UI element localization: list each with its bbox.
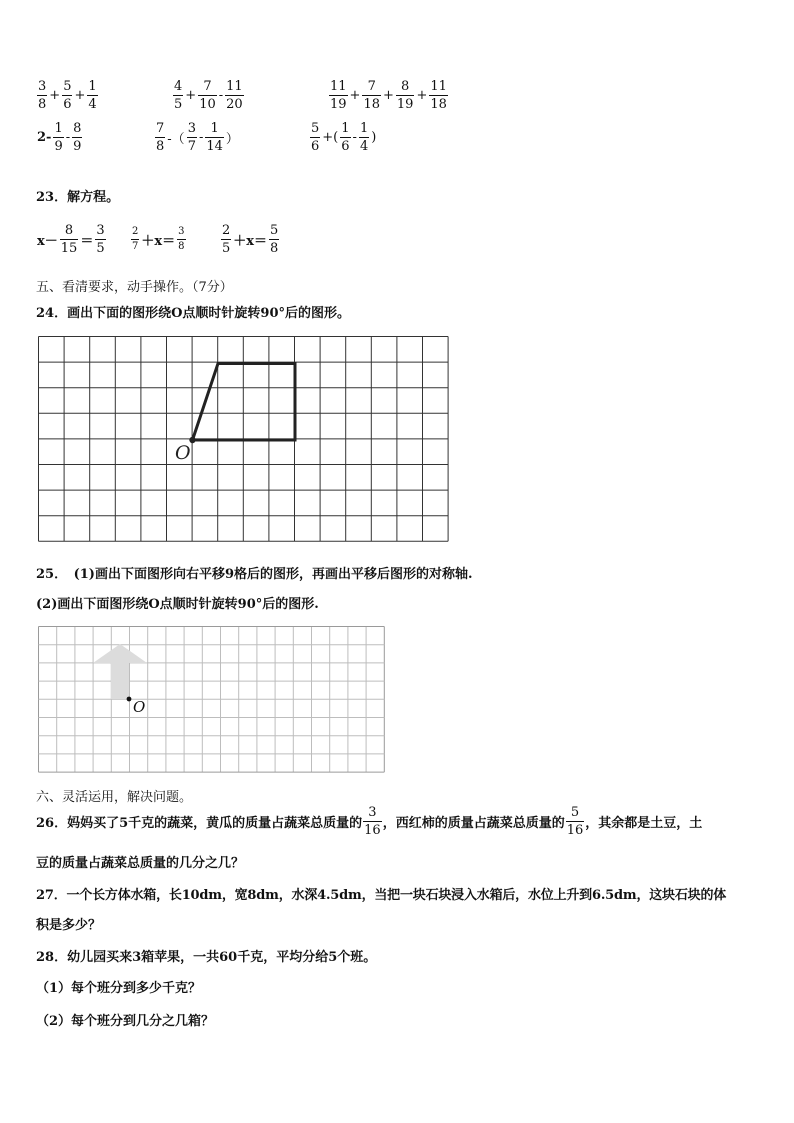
fraction: $\frac{7}{8}$	[156, 121, 165, 154]
fraction: $\frac{11}{20}$	[226, 79, 243, 112]
center-point-o	[127, 697, 132, 702]
fraction: $\frac{8}{9}$	[73, 121, 82, 154]
calc-expression-1: $\frac{3}{8}$ + $\frac{5}{6}$ + $\frac{1}{4}$	[38, 79, 97, 112]
question-23-title: 23．解方程。	[36, 190, 120, 205]
fraction: $\frac{1}{4}$	[88, 79, 97, 112]
fraction: $\frac{5}{8}$	[270, 223, 279, 256]
fraction: $\frac{4}{5}$	[174, 79, 183, 112]
fraction: $\frac{1}{9}$	[54, 121, 63, 154]
point-o-label: O	[133, 698, 146, 716]
calc-expression-2: $\frac{4}{5}$ + $\frac{7}{10}$ - $\frac{11}{20}$	[174, 79, 243, 112]
question-25-title-2: (2)画出下面图形绕O点顺时针旋转90°后的图形.	[36, 597, 319, 612]
fraction: $\frac{11}{19}$	[330, 79, 347, 112]
rotation-grid-24	[38, 336, 450, 546]
fraction: $\frac{7}{18}$	[363, 79, 380, 112]
fraction: $\frac{1}{4}$	[359, 121, 369, 154]
arrow-shape	[93, 644, 147, 699]
grid-lines	[39, 627, 385, 773]
section-6-heading: 六、灵活运用，解决问题。	[36, 790, 193, 805]
calc-expression-4: 2- $\frac{1}{9}$ - $\frac{8}{9}$	[37, 121, 82, 154]
fraction: $\frac{5}{6}$	[311, 121, 320, 154]
fraction: $\frac{11}{18}$	[430, 79, 447, 112]
fraction: $\frac{5}{6}$	[63, 79, 72, 112]
question-27-line-2: 积是多少？	[36, 918, 102, 933]
calc-expression-6: $\frac{5}{6}$ +( $\frac{1}{6}$ - $\frac{1}{4}$ )	[311, 121, 377, 154]
question-25-title-1: 25． (1)画出下面图形向右平移9格后的图形，再画出平移后图形的对称轴.	[36, 567, 473, 582]
question-26-line-2: 豆的质量占蔬菜总质量的几分之几？	[36, 856, 245, 871]
fraction: $\frac{3}{16}$	[364, 805, 381, 838]
fraction: $\frac{1}{14}$	[206, 121, 223, 154]
calc-expression-3: $\frac{11}{19}$ + $\frac{7}{18}$ + $\frac{8}{19}$ + $\frac{11}{18}$	[330, 79, 447, 112]
question-28-sub-1: （1）每个班分到多少千克？	[36, 981, 202, 996]
question-26-line-1: 26．妈妈买了5千克的蔬菜，黄瓜的质量占蔬菜总质量的 $\frac{3}{16}$ ，西红柿的质量占蔬菜总质量的 $\frac{5}{16}$ ，其余都是土豆，土	[36, 805, 703, 838]
question-24-title: 24．画出下面的图形绕O点顺时针旋转90°后的图形。	[36, 306, 351, 321]
question-28-sub-2: （2）每个班分到几分之几箱？	[36, 1014, 215, 1029]
fraction: $\frac{8}{19}$	[396, 79, 414, 112]
fraction: $\frac{1}{6}$	[341, 121, 350, 154]
question-28-title: 28．幼儿园买来3箱苹果，一共60千克，平均分给5个班。	[36, 950, 377, 965]
fraction: $\frac{2}{5}$	[222, 223, 231, 256]
point-o-label: O	[175, 442, 191, 464]
question-27-line-1: 27．一个长方体水箱，长10dm，宽8dm，水深4.5dm，当把一块石块浸入水箱后，水位上升到6.5dm，这块石块的体	[36, 888, 727, 903]
section-5-heading: 五、看清要求，动手操作。（7分）	[36, 280, 233, 295]
fraction: $\frac{7}{10}$	[199, 79, 216, 112]
equation-1: x－ $\frac{8}{15}$ ＝ $\frac{3}{5}$	[37, 223, 105, 256]
fraction: $\frac{3}{8}$	[178, 226, 185, 252]
equation-3: $\frac{2}{5}$ ＋x＝ $\frac{5}{8}$	[222, 223, 279, 256]
fraction: $\frac{8}{15}$	[60, 223, 78, 256]
calc-expression-5: $\frac{7}{8}$ -（ $\frac{3}{7}$ - $\frac{1}{14}$ ）	[156, 121, 239, 154]
translation-grid-25	[38, 626, 388, 774]
fraction: $\frac{2}{7}$	[132, 226, 139, 252]
fraction: $\frac{3}{7}$	[187, 121, 196, 154]
fraction: $\frac{3}{5}$	[96, 223, 105, 256]
fraction: $\frac{5}{16}$	[566, 805, 584, 838]
equation-2: $\frac{2}{7}$ ＋x＝ $\frac{3}{8}$	[132, 226, 185, 252]
fraction: $\frac{3}{8}$	[38, 79, 47, 112]
